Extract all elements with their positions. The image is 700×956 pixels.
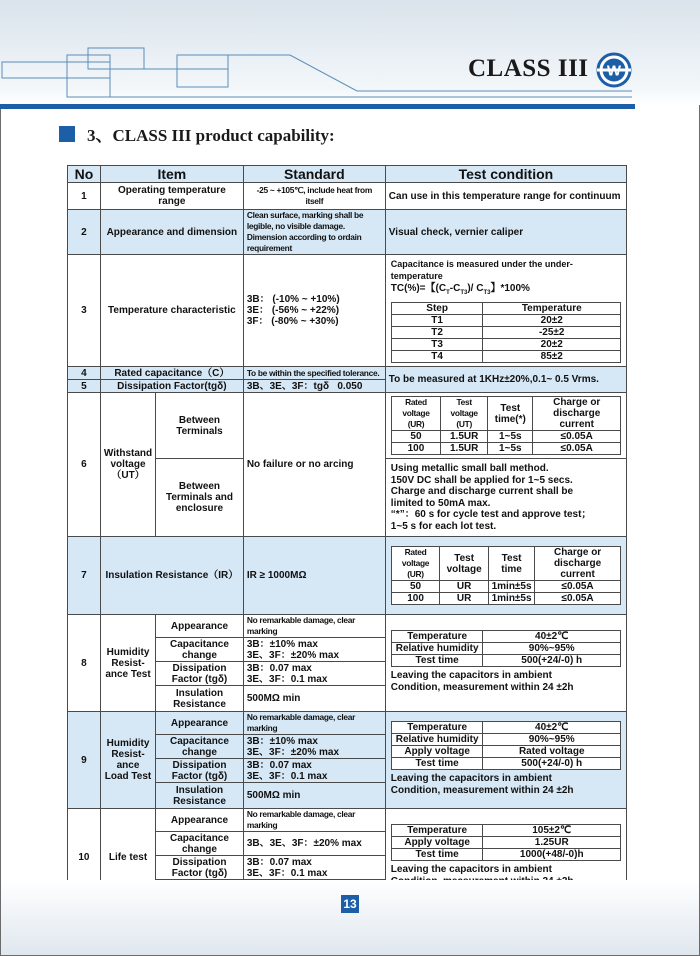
table-row: 7 Insulation Resistance（IR） IR ≥ 1000MΩ Rated voltage (UR) Test voltage Test time Charge or discharge current 50 UR 1min±5s ≤0.05A 100 UR 1min±5s ≤0.05A bbox=[68, 537, 627, 615]
svg-text:W: W bbox=[606, 62, 622, 80]
table-row: 4 Rated capacitance（C） To be within the specified tolerance. To be measured at 1KHz±20%,0.1~ 0.5 Vrms. bbox=[68, 367, 627, 380]
bullet-square-icon bbox=[59, 126, 75, 142]
table-row: 8 Humidity Resist-ance Test Appearance No remarkable damage, clear marking Temperature 40±2℃ Relative humidity 90%~95% Test time 500(+24/-0) h Leaving the capacitors in ambient Condition, measurement within 24 ±2h bbox=[68, 615, 627, 638]
company-logo-icon bbox=[596, 52, 632, 88]
table-row: 9 Humidity Resist-ance Load Test Appearance No remarkable damage, clear marking Temperature 40±2℃ Relative humidity 90%~95% Apply voltage Rated voltage Test time 500(+24/-0) h Leaving the capacitors in ambient Condition, measurement within 24 ±2h bbox=[68, 712, 627, 735]
life-test-conditions-table: Temperature 105±2℃ Apply voltage 1.25UR Test time 1000(+48/-0)h bbox=[391, 824, 621, 861]
table-row: 1 Operating temperature range -25 ~ +105℃, include heat from itself Can use in this temperature range for continuum bbox=[68, 183, 627, 210]
footer-background bbox=[1, 880, 699, 955]
page-number: 13 bbox=[341, 895, 359, 913]
col-test-condition: Test condition bbox=[385, 166, 626, 183]
table-row: 10 Life test Appearance No remarkable damage, clear marking Temperature 105±2℃ Apply voltage 1.25UR Test time 1000(+48/-0)h Leaving the capacitors in ambient bbox=[68, 809, 627, 832]
section-heading bbox=[59, 121, 335, 146]
col-no: No bbox=[68, 166, 101, 183]
tc-formula: TC(%)=【$(C_T-C_{T3})/$ $C_{T3}$】*100% bbox=[390, 283, 530, 296]
capability-table: No Item Standard Test condition 1 Operating temperature range -25 ~ +105℃, include heat from itself Can use in this temperature range for continuum 2 Appearance and dimension Clean surface, marking shall be legible, no visible damage. Dimension according to ordain requirement Visual check, vernier caliper 3 Temperature characteristic 3B： (-10% ~ +10%) 3E： (-56% ~ +22%) 3F： (-80% ~ +30%) Capacitance is measured under the under-temperature TC(%)=【$(C_T-C_{T3})/$ $C_{T3}$】*100% Step Temperature T1 20±2 T2 -25±2 T3 20±2 T4 85±2 4 Rated capacitance（C） To be within the specified tolerance. To be measured at 1KHz±20%,0.1~ 0.5 Vrms. 5 Dissipation Factor(tgδ) 3B、3E、3F：tgδ 0.050 6 Withstand voltage（UT） Between Terminals No failure or no arcing Rated voltage (UR) Test voltage (UT) Test time(*) Charge or discharge current 50 1.5UR 1~5s ≤0.05A 100 1.5UR 1~5s ≤0.05A Between Terminals and enclosure Using metallic small ball method. 150V DC shall be applied for 1~5 secs. Charge and discharge current shall be limited to 50mA max. “*”：60 s for cycle test and approve test； 1~5 s for each lot test. 7 Insulation Resistance（IR） IR ≥ 1000MΩ Rated voltage (UR) Test voltage Test time Charge or discharge current 50 UR 1min±5s ≤0.05A 100 UR 1min±5s ≤0.05A 8 Humidity Resist-ance Test Appearance No remarkable damage, clear marking Temperature 40±2℃ Relative humidity 90%~95% Test time 500(+24/-0) h Leaving the capacitors in ambient Condition, measurement within 24 ±2h Capacitance change 3B：±10% max 3E、3F：±20% max Dissipation Factor (tgδ) 3B：0.07 max 3E、3F：0.1 max Insulation Resistance 500MΩ min 9 Humidity Resist-ance Load Test Appearance No remarkable damage, clear marking Temperature 40±2℃ Relative humidity 90%~95% Apply voltage Rated voltage Test time 500(+24/-0) h Leaving the capacitors in ambient Condition, measurement within 24 ±2h Capacitance change 3B：±10% max 3E、3F：±20% max Dissipation Factor (tgδ) 3B：0.07 max 3E、3F：0.1 max Insulation Resistance 500MΩ min 10 Life test Appearance No remarkable damage, clear marking Temperature 105±2℃ Apply voltage 1.25UR Test time 1000(+48/-0)h Leaving the capacitors in ambient Capacitance change 3B、3E、3F：±20% max Dissipation Factor (tgδ) 3B：0.07 max 3E、3F：0.1 max bbox=[67, 165, 627, 906]
header-decoration bbox=[0, 0, 700, 110]
brand-title: CLASS III bbox=[468, 55, 589, 82]
section-title: 3、CLASS III product capability: bbox=[87, 126, 335, 145]
col-item: Item bbox=[100, 166, 243, 183]
humidity-load-conditions-table: Temperature 40±2℃ Relative humidity 90%~95% Apply voltage Rated voltage Test time 500(+24/-0) h bbox=[391, 721, 621, 770]
table-row: 6 Withstand voltage（UT） Between Terminals No failure or no arcing Rated voltage (UR) Test voltage (UT) Test time(*) Charge or discharge current 50 1.5UR 1~5s ≤0.05A 100 1.5UR 1~5s ≤0.05A bbox=[68, 393, 627, 459]
header-rule bbox=[0, 104, 635, 109]
temperature-steps-table: Step Temperature T1 20±2 T2 -25±2 T3 20±2 T4 85±2 bbox=[391, 302, 621, 363]
table-row: 5 Dissipation Factor(tgδ) 3B、3E、3F：tgδ 0.050 bbox=[68, 380, 627, 393]
insulation-resistance-table: Rated voltage (UR) Test voltage Test time Charge or discharge current 50 UR 1min±5s ≤0.05A 100 UR 1min±5s ≤0.05A bbox=[391, 546, 621, 605]
humidity-conditions-table: Temperature 40±2℃ Relative humidity 90%~95% Test time 500(+24/-0) h bbox=[391, 630, 621, 667]
table-row: 3 Temperature characteristic 3B： (-10% ~ +10%) 3E： (-56% ~ +22%) 3F： (-80% ~ +30%) Capacitance is measured under the under-temperature TC(%)=【$(C_T-C_{T3})/$ $C_{T3}$】*100% Step Temperature T1 20±2 T2 -25±2 T3 20±2 T4 85±2 bbox=[68, 255, 627, 367]
table-row: Between Terminals and enclosure Using metallic small ball method. 150V DC shall be applied for 1~5 secs. Charge and discharge current shall be limited to 50mA max. “*”：60 s for cycle test and approve test； 1~5 s for each lot test. bbox=[68, 459, 627, 537]
table-row: 2 Appearance and dimension Clean surface, marking shall be legible, no visible damage. Dimension according to ordain requirement Visual check, vernier caliper bbox=[68, 210, 627, 255]
withstand-voltage-table: Rated voltage (UR) Test voltage (UT) Test time(*) Charge or discharge current 50 1.5UR 1~5s ≤0.05A 100 1.5UR 1~5s ≤0.05A bbox=[391, 396, 621, 455]
col-standard: Standard bbox=[243, 166, 385, 183]
table-header-row bbox=[68, 166, 627, 183]
